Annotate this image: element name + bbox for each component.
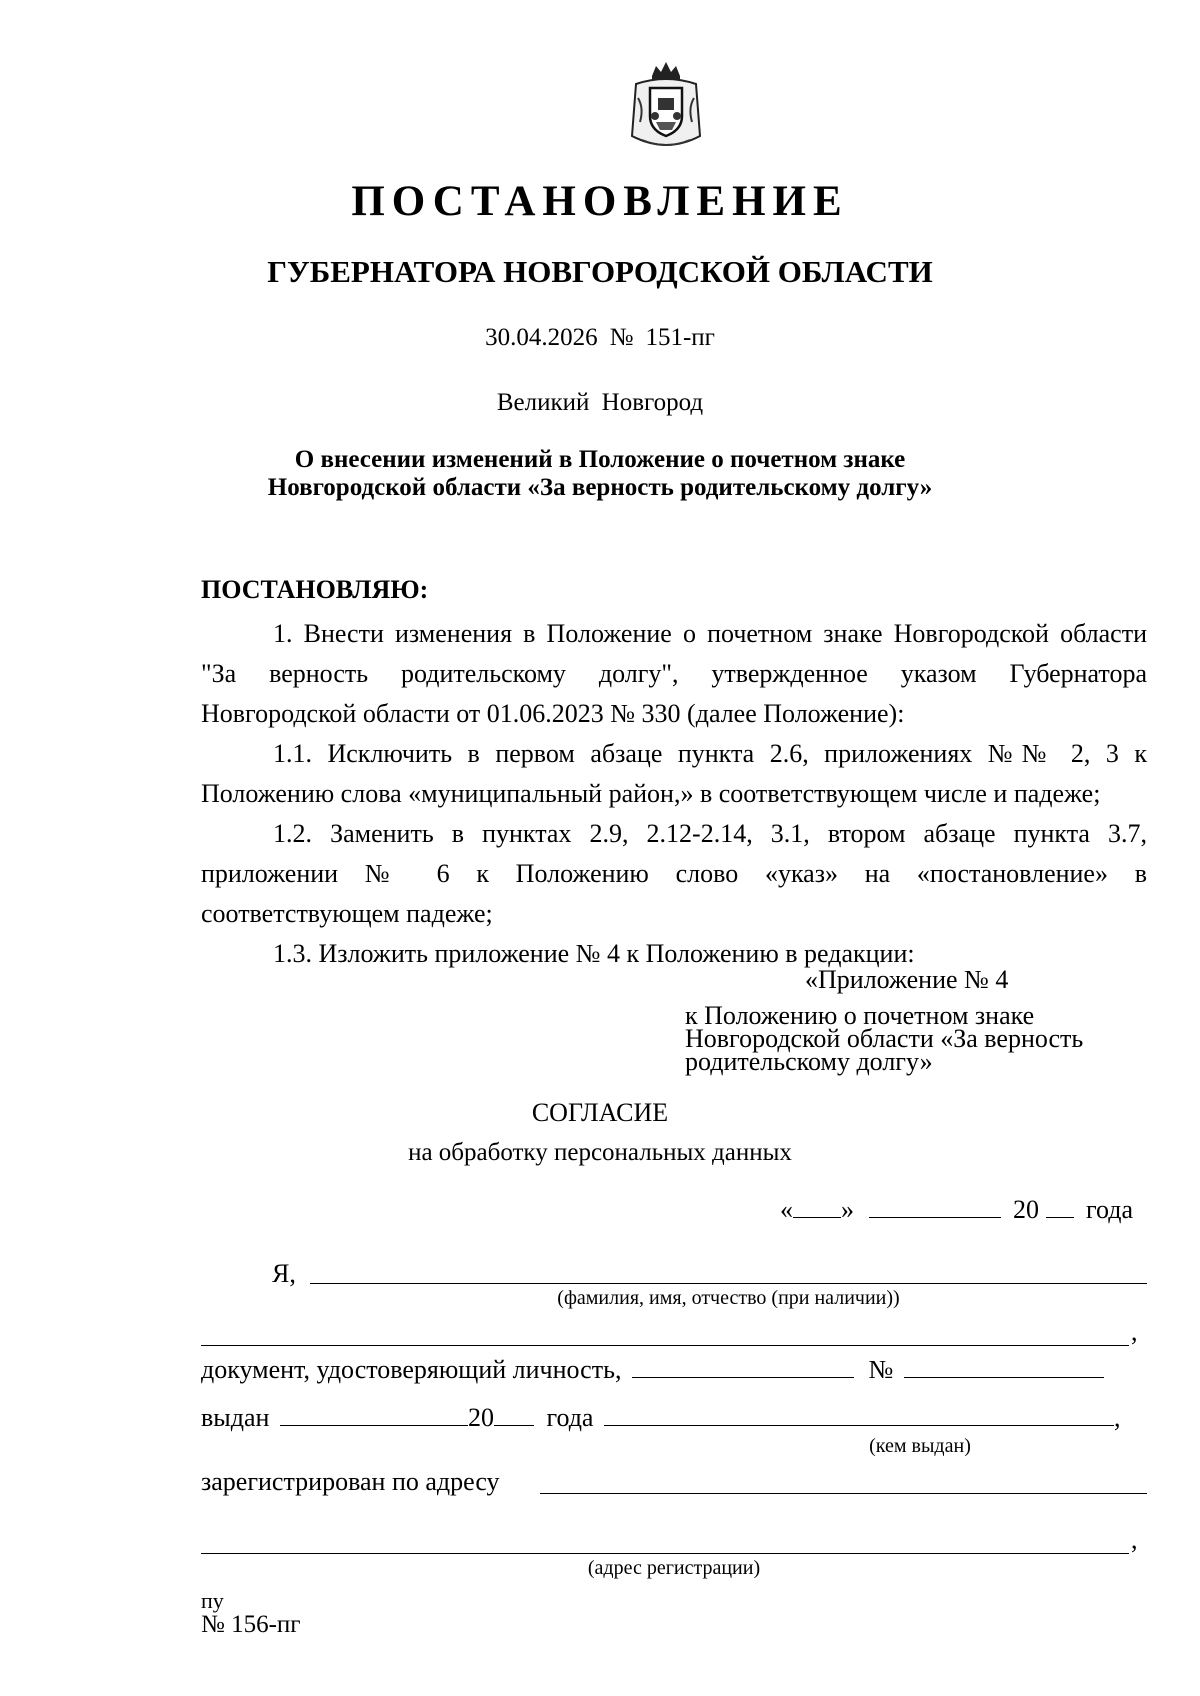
appendix-line-1: к Положению о почетном знаке (685, 1001, 1035, 1030)
paragraph-1: 1. Внести изменения в Положение о почетном знаке Новгородской области "За верность родительскому долгу", утвержденное указом Губернатора Новгородской области от 01.06.2023 № 330 (далее Положение): (201, 619, 1147, 728)
fio-continuation-field[interactable] (201, 1345, 1129, 1346)
document-label: документ, удостоверяющий личность, (201, 1355, 622, 1384)
footer-initials: пу (201, 1588, 224, 1613)
comma: , (1131, 1317, 1138, 1346)
address-continuation-field[interactable] (201, 1553, 1129, 1554)
consent-title: СОГЛАСИЕ (531, 1098, 669, 1127)
document-date: 30.04.2026 (485, 324, 598, 351)
heading-line-1: О внесении изменений в Положение о почетном знаке (294, 446, 906, 473)
appendix-line-3: родительскому долгу» (685, 1047, 933, 1076)
document-type-field[interactable] (632, 1354, 854, 1378)
issued-year-field[interactable] (494, 1402, 534, 1426)
date-number-line (0, 322, 1200, 354)
decree-word: ПОСТАНОВЛЯЮ: (201, 575, 429, 604)
address-hint: (адрес регистрации) (587, 1557, 761, 1579)
decree-body (201, 614, 1147, 974)
year-word: года (1086, 1195, 1134, 1224)
city: Великий Новгород (496, 389, 704, 416)
appendix-line-2: Новгородской области «За верность (685, 1024, 1084, 1053)
paragraph-1-1: 1.1. Исключить в первом абзаце пункта 2.6, приложениях №№ 2, 3 к Положению слова «муниципальный район,» в соответствующем числе и падеже; (201, 739, 1147, 808)
document-number-sign: № (868, 1355, 894, 1384)
fio-field[interactable] (310, 1283, 1147, 1284)
paragraph-1-2: 1.2. Заменить в пунктах 2.9, 2.12-2.14, 3.1, втором абзаце пункта 3.7, приложении № 6 к Положению слово «указ» на «постановление» в соответствующем падеже; (201, 819, 1147, 928)
year-prefix: 20 (1013, 1195, 1039, 1224)
registered-label: зарегистрирован по адресу (201, 1467, 500, 1496)
consent-date-line (780, 1194, 1133, 1226)
address-field[interactable] (540, 1493, 1147, 1494)
date-close-quote: » (841, 1195, 854, 1224)
coat-of-arms-icon (628, 58, 704, 154)
document-line (201, 1354, 1104, 1386)
paragraph-1-3: 1.3. Изложить приложение № 4 к Положению в редакции: (273, 939, 915, 968)
issued-year-prefix: 20 (467, 1403, 494, 1432)
document-subtitle: ГУБЕРНАТОРА НОВГОРОДСКОЙ ОБЛАСТИ (267, 254, 933, 289)
issued-label: выдан (201, 1403, 270, 1432)
consent-subtitle: на обработку персональных данных (408, 1139, 792, 1166)
day-field[interactable] (793, 1194, 841, 1218)
issued-comma: , (1113, 1403, 1121, 1432)
heading-line-2: Новгородской области «За верность родительскому долгу» (267, 474, 933, 501)
document-title: ПОСТАНОВЛЕНИЕ (351, 178, 849, 225)
appendix-subtitle (685, 1001, 1155, 1076)
issued-line (201, 1402, 1120, 1434)
issued-date-field[interactable] (280, 1402, 468, 1426)
date-open-quote: « (780, 1195, 793, 1224)
appendix-title: «Приложение № 4 (805, 965, 1009, 994)
footer-number: № 156-пг (201, 1611, 301, 1638)
fio-hint: (фамилия, имя, отчество (при наличии)) (557, 1287, 900, 1309)
document-number-field[interactable] (904, 1354, 1104, 1378)
footer (201, 1590, 301, 1638)
issued-by-field[interactable] (604, 1402, 1114, 1426)
year-field[interactable] (1046, 1194, 1074, 1218)
name-label: Я, (272, 1259, 296, 1288)
document-number: 151-пг (645, 324, 715, 351)
number-sign: № (609, 324, 634, 351)
month-field[interactable] (869, 1194, 1001, 1218)
issued-by-hint: (кем выдан) (869, 1435, 971, 1457)
address-comma: , (1131, 1525, 1138, 1554)
issued-year-word: года (546, 1403, 594, 1432)
document-heading (0, 446, 1200, 502)
